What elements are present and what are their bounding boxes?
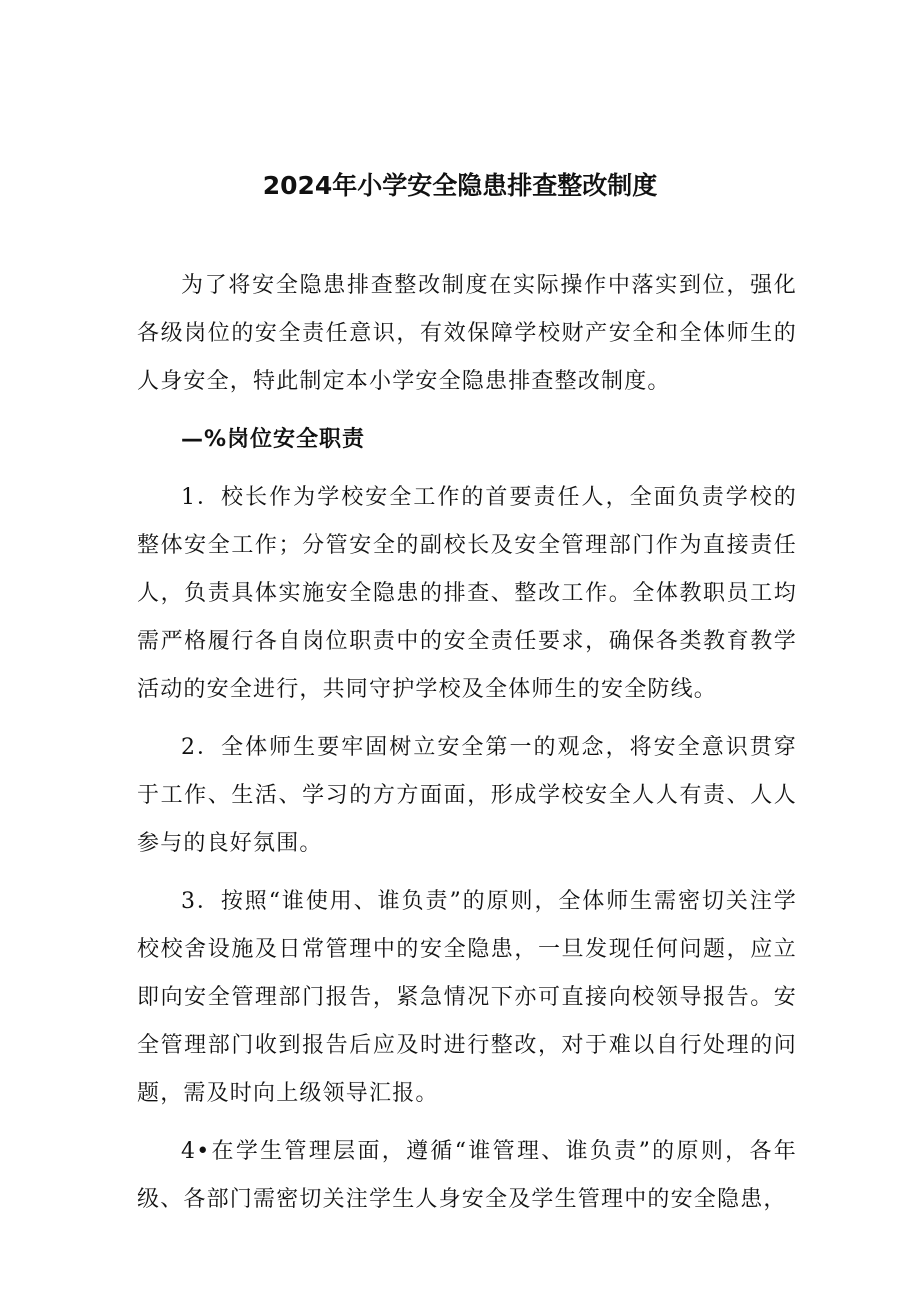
section-heading: —%岗位安全职责 <box>181 427 366 452</box>
paragraph-2: 2．全体师生要牢固树立安全第一的观念，将安全意识贯穿于工作、生活、学习的方方面面，形成学校安全人人有责、人人参与的良好氛围。 <box>137 735 797 856</box>
paragraph-4: 4•在学生管理层面，遵循“谁管理、谁负责”的原则，各年级、各部门需密切关注学生人身安全及学生管理中的安全隐患， <box>137 1139 797 1212</box>
paragraph-1: 1．校长作为学校安全工作的首要责任人，全面负责学校的整体安全工作；分管安全的副校长及安全管理部门作为直接责任人，负责具体实施安全隐患的排查、整改工作。全体教职员工均需严格履行各自岗位职责中的安全责任要求，确保各类教育教学活动的安全进行，共同守护学校及全体师生的安全防线。 <box>137 485 797 702</box>
paragraph-3: 3．按照“谁使用、谁负责”的原则，全体师生需密切关注学校校舍设施及日常管理中的安全隐患，一旦发现任何问题，应立即向安全管理部门报告，紧急情况下亦可直接向校领导报告。安全管理部门收到报告后应及时进行整改，对于难以自行处理的问题，需及时向上级领导汇报。 <box>137 889 797 1106</box>
document-title: 2024年小学安全隐患排查整改制度 <box>262 171 658 200</box>
intro-paragraph: 为了将安全隐患排查整改制度在实际操作中落实到位，强化各级岗位的安全责任意识，有效保障学校财产安全和全体师生的人身安全，特此制定本小学安全隐患排查整改制度。 <box>137 273 797 394</box>
document-body <box>137 262 797 1234</box>
